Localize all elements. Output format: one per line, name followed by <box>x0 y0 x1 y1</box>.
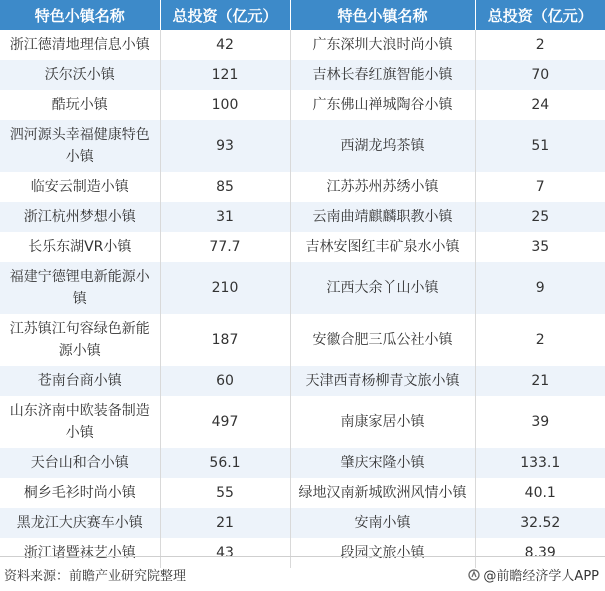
investment-cell: 21 <box>160 508 290 538</box>
investment-cell: 31 <box>160 202 290 232</box>
table-row <box>0 60 605 90</box>
town-name-cell: 肇庆宋隆小镇 <box>290 448 475 478</box>
investment-cell: 133.1 <box>475 448 605 478</box>
town-name-cell: 西湖龙坞茶镇 <box>290 120 475 172</box>
town-name-cell: 临安云制造小镇 <box>0 172 160 202</box>
table-row <box>0 172 605 202</box>
investment-cell: 497 <box>160 396 290 448</box>
investment-cell: 77.7 <box>160 232 290 262</box>
investment-cell: 60 <box>160 366 290 396</box>
town-name-cell: 南康家居小镇 <box>290 396 475 448</box>
investment-cell: 40.1 <box>475 478 605 508</box>
town-name-cell: 云南曲靖麒麟职教小镇 <box>290 202 475 232</box>
town-name-cell: 江西大余丫山小镇 <box>290 262 475 314</box>
investment-cell: 2 <box>475 30 605 60</box>
town-name-cell: 吉林安图红丰矿泉水小镇 <box>290 232 475 262</box>
table-row <box>0 508 605 538</box>
town-name-cell: 浙江诸暨袜艺小镇 <box>0 538 160 568</box>
investment-cell: 2 <box>475 314 605 366</box>
table-row <box>0 396 605 448</box>
table-row <box>0 90 605 120</box>
investment-cell: 35 <box>475 232 605 262</box>
table-header-row <box>0 0 605 30</box>
investment-cell: 39 <box>475 396 605 448</box>
table-row <box>0 366 605 396</box>
town-name-cell: 江苏苏州苏绣小镇 <box>290 172 475 202</box>
investment-cell: 21 <box>475 366 605 396</box>
investment-cell: 85 <box>160 172 290 202</box>
town-name-cell: 天津西青杨柳青文旅小镇 <box>290 366 475 396</box>
investment-cell: 32.52 <box>475 508 605 538</box>
header-town-name-1: 特色小镇名称 <box>0 0 160 30</box>
town-name-cell: 山东济南中欧装备制造小镇 <box>0 396 160 448</box>
town-name-cell: 段园文旅小镇 <box>290 538 475 568</box>
town-name-cell: 长乐东湖VR小镇 <box>0 232 160 262</box>
investment-cell: 210 <box>160 262 290 314</box>
investment-cell: 70 <box>475 60 605 90</box>
header-investment-1: 总投资（亿元） <box>160 0 290 30</box>
investment-cell: 7 <box>475 172 605 202</box>
town-name-cell: 天台山和合小镇 <box>0 448 160 478</box>
town-name-cell: 安南小镇 <box>290 508 475 538</box>
investment-cell: 43 <box>160 538 290 568</box>
investment-cell: 121 <box>160 60 290 90</box>
town-name-cell: 绿地汉南新城欧洲风情小镇 <box>290 478 475 508</box>
table-row <box>0 314 605 366</box>
town-name-cell: 安徽合肥三瓜公社小镇 <box>290 314 475 366</box>
table-body <box>0 30 605 568</box>
qianzhan-logo-icon <box>468 569 480 581</box>
table-row <box>0 120 605 172</box>
investment-cell: 93 <box>160 120 290 172</box>
investment-cell: 25 <box>475 202 605 232</box>
town-name-cell: 福建宁德锂电新能源小镇 <box>0 262 160 314</box>
town-name-cell: 吉林长春红旗智能小镇 <box>290 60 475 90</box>
brand-label: @前瞻经济学人APP <box>483 569 599 584</box>
investment-cell: 51 <box>475 120 605 172</box>
investment-cell: 9 <box>475 262 605 314</box>
investment-cell: 8.39 <box>475 538 605 568</box>
table-row <box>0 448 605 478</box>
town-name-cell: 浙江杭州梦想小镇 <box>0 202 160 232</box>
town-name-cell: 广东深圳大浪时尚小镇 <box>290 30 475 60</box>
table-row <box>0 262 605 314</box>
table-row <box>0 478 605 508</box>
investment-cell: 100 <box>160 90 290 120</box>
investment-cell: 55 <box>160 478 290 508</box>
header-town-name-2: 特色小镇名称 <box>290 0 475 30</box>
town-name-cell: 江苏镇江句容绿色新能源小镇 <box>0 314 160 366</box>
brand <box>468 565 599 584</box>
town-name-cell: 桐乡毛衫时尚小镇 <box>0 478 160 508</box>
town-name-cell: 泗河源头幸福健康特色小镇 <box>0 120 160 172</box>
investment-cell: 187 <box>160 314 290 366</box>
town-name-cell: 广东佛山禅城陶谷小镇 <box>290 90 475 120</box>
investment-cell: 24 <box>475 90 605 120</box>
table-row <box>0 202 605 232</box>
town-name-cell: 浙江德清地理信息小镇 <box>0 30 160 60</box>
town-name-cell: 酷玩小镇 <box>0 90 160 120</box>
investment-cell: 42 <box>160 30 290 60</box>
town-name-cell: 苍南台商小镇 <box>0 366 160 396</box>
town-name-cell: 沃尔沃小镇 <box>0 60 160 90</box>
table-row <box>0 30 605 60</box>
header-investment-2: 总投资（亿元） <box>475 0 605 30</box>
source-note: 资料来源：前瞻产业研究院整理 <box>4 569 187 584</box>
table-row <box>0 232 605 262</box>
footer <box>0 556 605 591</box>
town-name-cell: 黑龙江大庆赛车小镇 <box>0 508 160 538</box>
investment-cell: 56.1 <box>160 448 290 478</box>
